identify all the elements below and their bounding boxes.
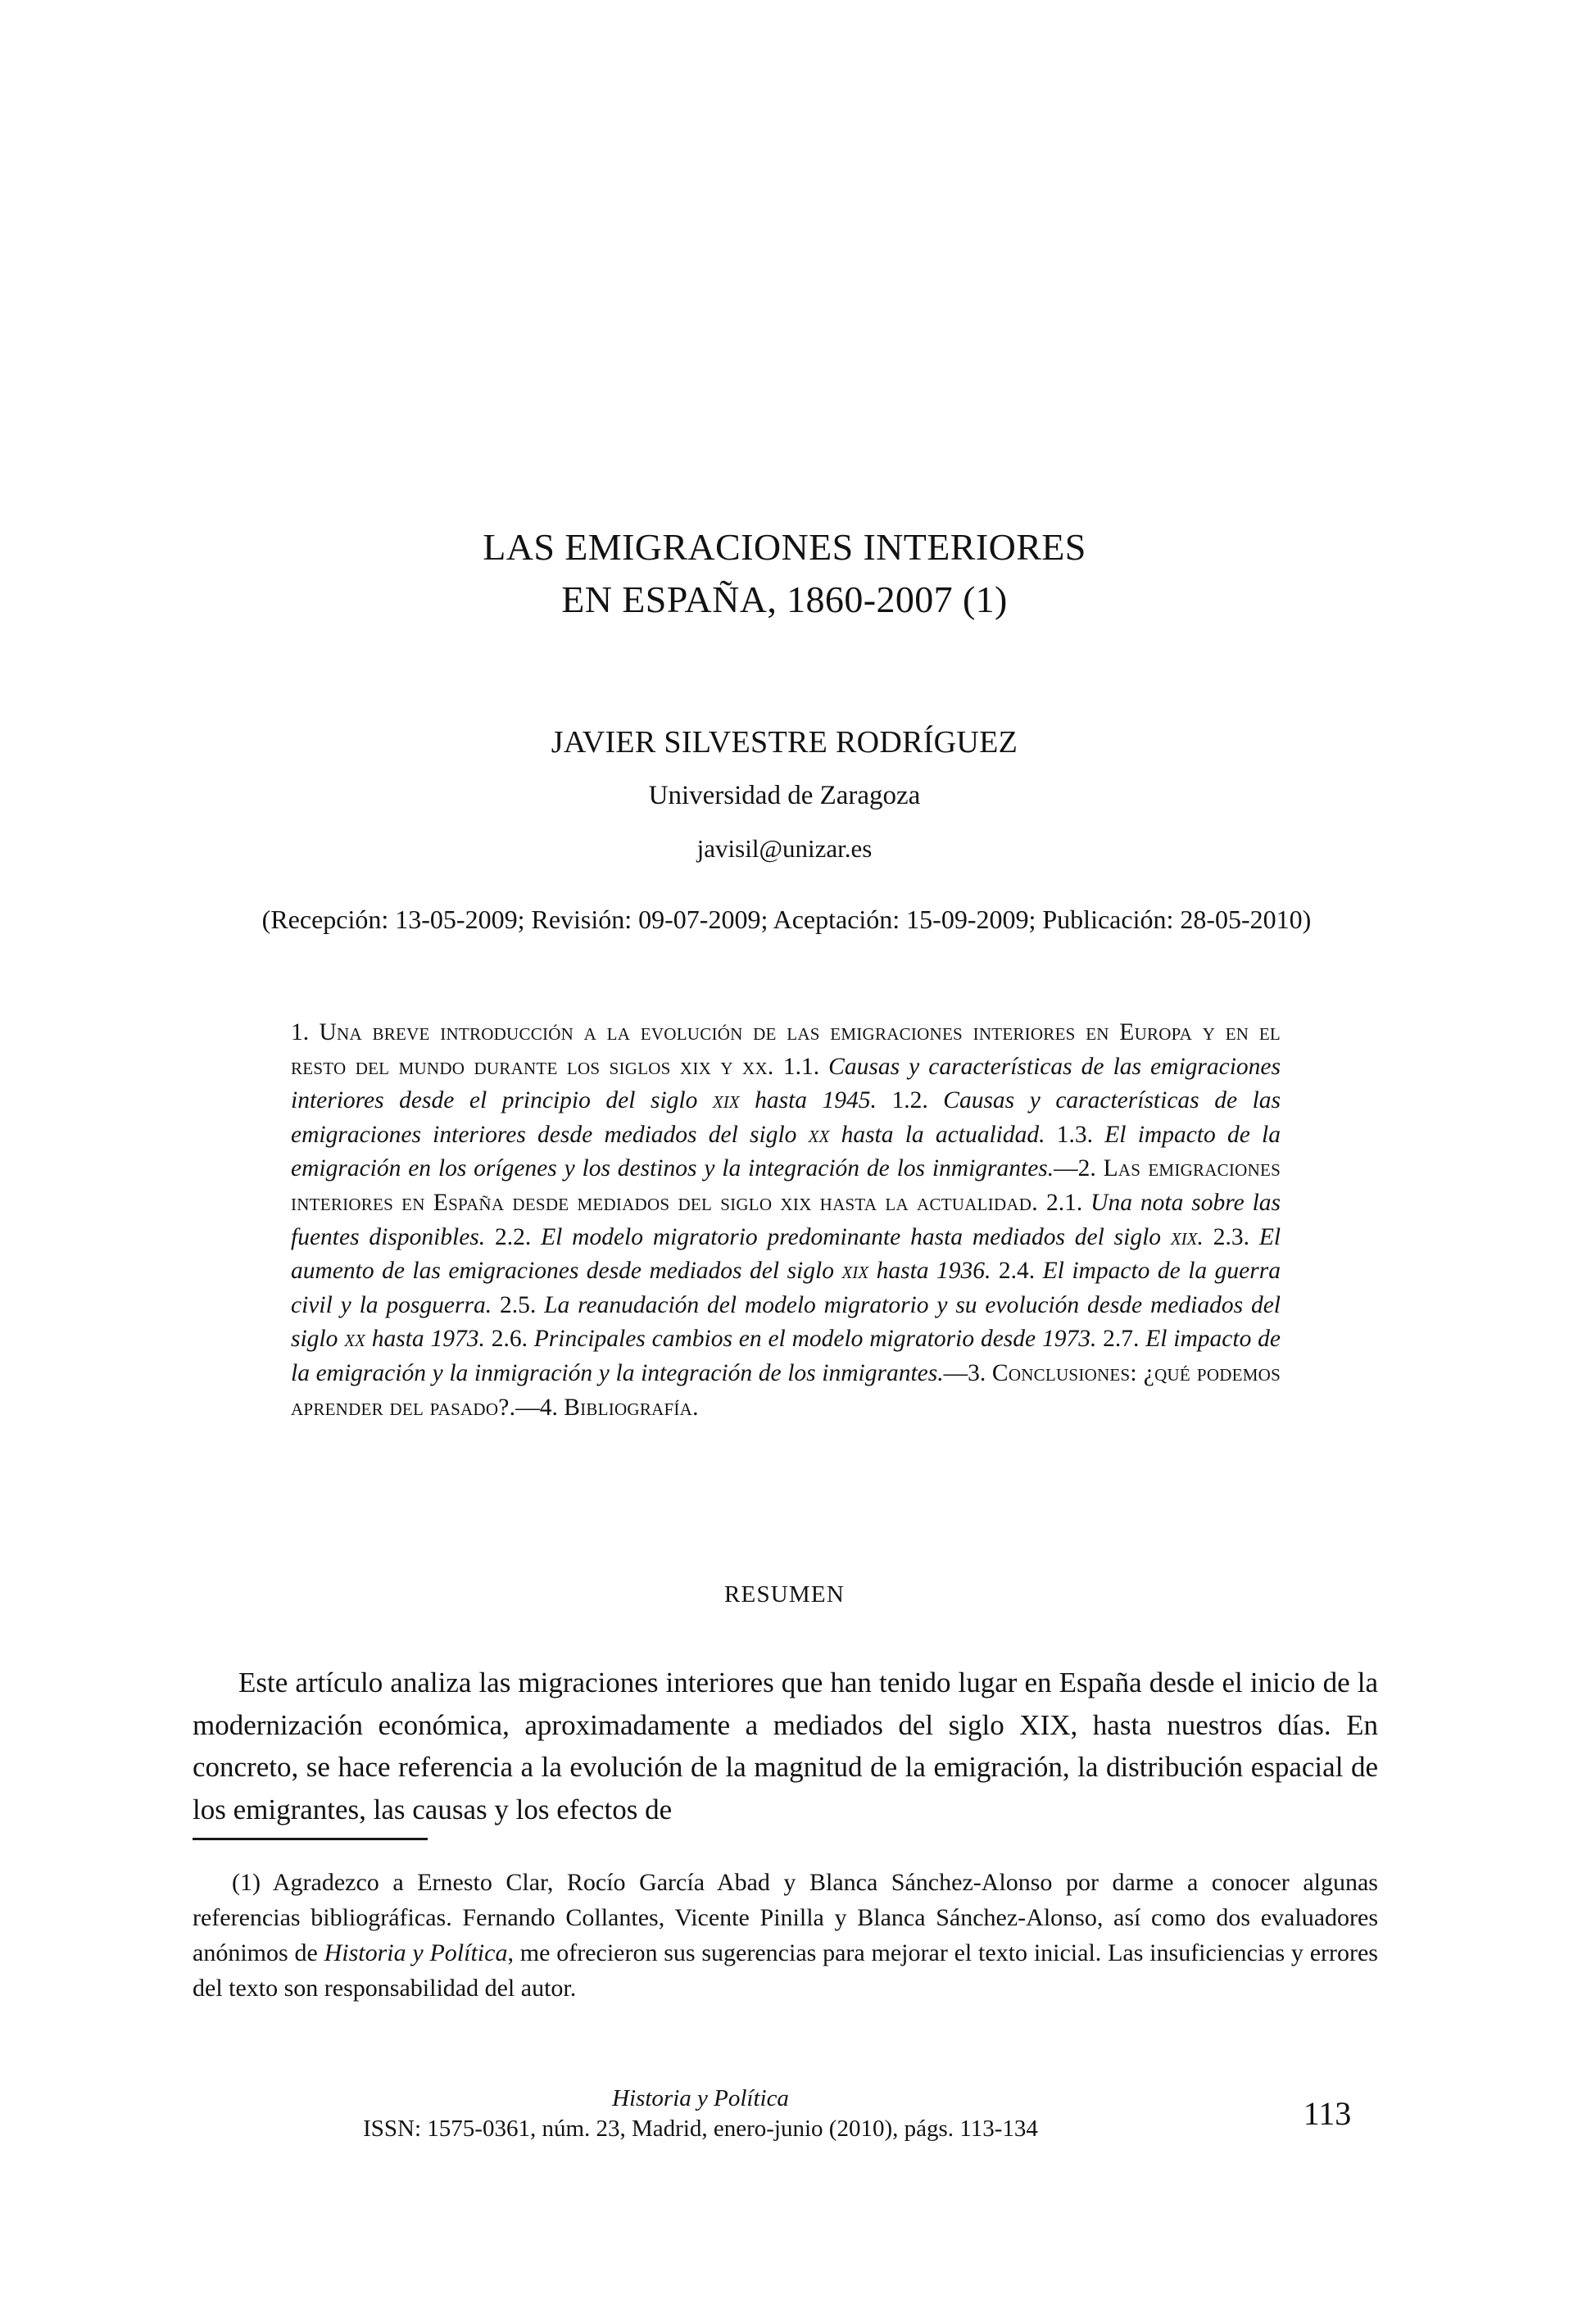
page-number: 113 xyxy=(1303,2095,1352,2132)
toc-sub-2-5-century: xx xyxy=(344,1326,365,1353)
toc-section-4-number: 4. xyxy=(539,1394,564,1421)
toc-sub-1-3-number: 1.3. xyxy=(1056,1121,1105,1148)
footnote-separator-rule xyxy=(193,1838,428,1840)
toc-sub-2-2-title-a: El modelo migratorio predominante hasta mediados del siglo xyxy=(541,1223,1171,1250)
toc-sub-2-2-title-b: . xyxy=(1197,1223,1213,1250)
toc-sub-1-2-title-a: Causas y características de las emigraciones interiores desde mediados del siglo xyxy=(291,1087,1281,1148)
toc-sub-2-3-title-a: El aumento de las emigraciones desde mediados del siglo xyxy=(291,1223,1281,1285)
toc-sub-2-6-number: 2.6. xyxy=(491,1326,534,1353)
toc-sub-2-7-number: 2.7. xyxy=(1103,1326,1146,1353)
toc-sub-1-2-title-b: hasta la actualidad. xyxy=(829,1121,1057,1148)
footnote-journal-name: Historia y Política xyxy=(324,1939,508,1966)
publication-dates: (Recepción: 13-05-2009; Revisión: 09-07-2009; Aceptación: 15-09-2009; Publicación: 28-05-2010) xyxy=(261,905,1312,934)
toc-sub-2-7-title: El impacto de la emigración y la inmigración y la integración de los inmigrantes. xyxy=(291,1326,1281,1386)
abstract-body: Este artículo analiza las migraciones interiores que han tenido lugar en España desde el inicio de la modernización económica, aproximadamente a mediados del siglo XIX, hasta nuestros días. En concreto, se hace referencia a la evolución de la magnitud de la emigración, la distribución espacial de los emigrantes, las causas y los efectos de xyxy=(193,1667,1378,1825)
toc-section-3-title: Conclusiones: ¿qué podemos aprender del pasado?. xyxy=(291,1359,1281,1421)
toc-sub-2-4-title: El impacto de la guerra civil y la posguerra. xyxy=(291,1258,1281,1318)
toc-sub-2-4-number: 2.4. xyxy=(998,1258,1043,1285)
title-line-2: EN ESPAÑA, 1860-2007 (1) xyxy=(561,578,1008,620)
toc-section-1-title: Una breve introducción a la evolución de las emigraciones interiores en Europa y en el resto del mundo durante los siglos xix y xx. xyxy=(291,1019,1281,1080)
toc-sub-2-5-number: 2.5. xyxy=(499,1291,545,1318)
toc-section-2-number: 2. xyxy=(1077,1155,1104,1182)
toc-sub-2-6-title: Principales cambios en el modelo migratorio desde 1973. xyxy=(533,1326,1104,1353)
page-footer xyxy=(193,2084,1208,2144)
toc-sub-2-2-number: 2.2. xyxy=(495,1223,542,1250)
toc-sub-1-1-title-b: hasta 1945. xyxy=(739,1087,892,1114)
toc-dash-3: — xyxy=(515,1394,540,1421)
abstract-heading: RESUMEN xyxy=(724,1581,845,1608)
toc-sub-1-3-title: El impacto de la emigración en los orígenes y los destinos y la integración de los inmigrantes. xyxy=(291,1121,1281,1182)
toc-section-4-title: Bibliografía. xyxy=(564,1394,699,1421)
footnote-text-part-1: Agradezco a Ernesto Clar, Rocío García Abad y Blanca Sánchez-Alonso por darme a conocer algunas referencias bibliográficas. Fernando Collantes, Vicente Pinilla y Blanca Sánchez-Alonso, así como dos evaluadores anónimos de xyxy=(193,1869,1378,1966)
toc-sub-1-1-title-a: Causas y características de las emigraciones interiores desde el principio del siglo xyxy=(291,1053,1281,1114)
table-of-contents xyxy=(291,1016,1281,1425)
toc-sub-1-2-century: xx xyxy=(808,1121,830,1148)
toc-dash-2: — xyxy=(943,1359,968,1386)
toc-sub-2-3-number: 2.3. xyxy=(1213,1223,1259,1250)
author-affiliation: Universidad de Zaragoza xyxy=(648,781,921,810)
toc-dash-1: — xyxy=(1054,1155,1078,1182)
toc-sub-2-1-number: 2.1. xyxy=(1045,1189,1091,1216)
toc-sub-2-2-century: xix xyxy=(1170,1223,1198,1250)
toc-sub-2-5-title-a: La reanudación del modelo migratorio y su evolución desde mediados del siglo xyxy=(291,1291,1281,1353)
page-title xyxy=(193,521,1376,626)
footnote-1 xyxy=(193,1865,1378,2006)
toc-sub-1-2-number: 1.2. xyxy=(891,1087,944,1114)
footer-journal-title: Historia y Política xyxy=(612,2085,789,2111)
toc-sub-2-3-title-b: hasta 1936. xyxy=(868,1258,999,1285)
toc-sub-1-1-century: xix xyxy=(712,1087,740,1114)
footer-issn-line: ISSN: 1575-0361, núm. 23, Madrid, enero-junio (2010), págs. 113-134 xyxy=(363,2116,1038,2142)
author-block xyxy=(193,721,1376,867)
footnote-text-part-2: , me ofrecieron sus sugerencias para mejorar el texto inicial. Las insuficiencias y errores del texto son responsabilidad del autor. xyxy=(193,1939,1378,2002)
footnote-marker: (1) xyxy=(232,1869,261,1896)
toc-sub-1-1-number: 1.1. xyxy=(782,1053,829,1080)
author-name: JAVIER SILVESTRE RODRÍGUEZ xyxy=(551,725,1018,760)
toc-section-2-title: Las emigraciones interiores en España desde mediados del siglo xix hasta la actualidad. xyxy=(291,1155,1281,1216)
toc-sub-2-1-title: Una nota sobre las fuentes disponibles. xyxy=(291,1189,1281,1250)
author-email: javisil@unizar.es xyxy=(696,834,873,863)
toc-sub-2-5-title-b: hasta 1973. xyxy=(365,1326,492,1353)
toc-section-3-number: 3. xyxy=(968,1359,992,1386)
toc-section-1-number: 1. xyxy=(291,1019,320,1045)
toc-sub-2-3-century: xix xyxy=(841,1258,869,1285)
title-line-1: LAS EMIGRACIONES INTERIORES xyxy=(483,526,1086,568)
